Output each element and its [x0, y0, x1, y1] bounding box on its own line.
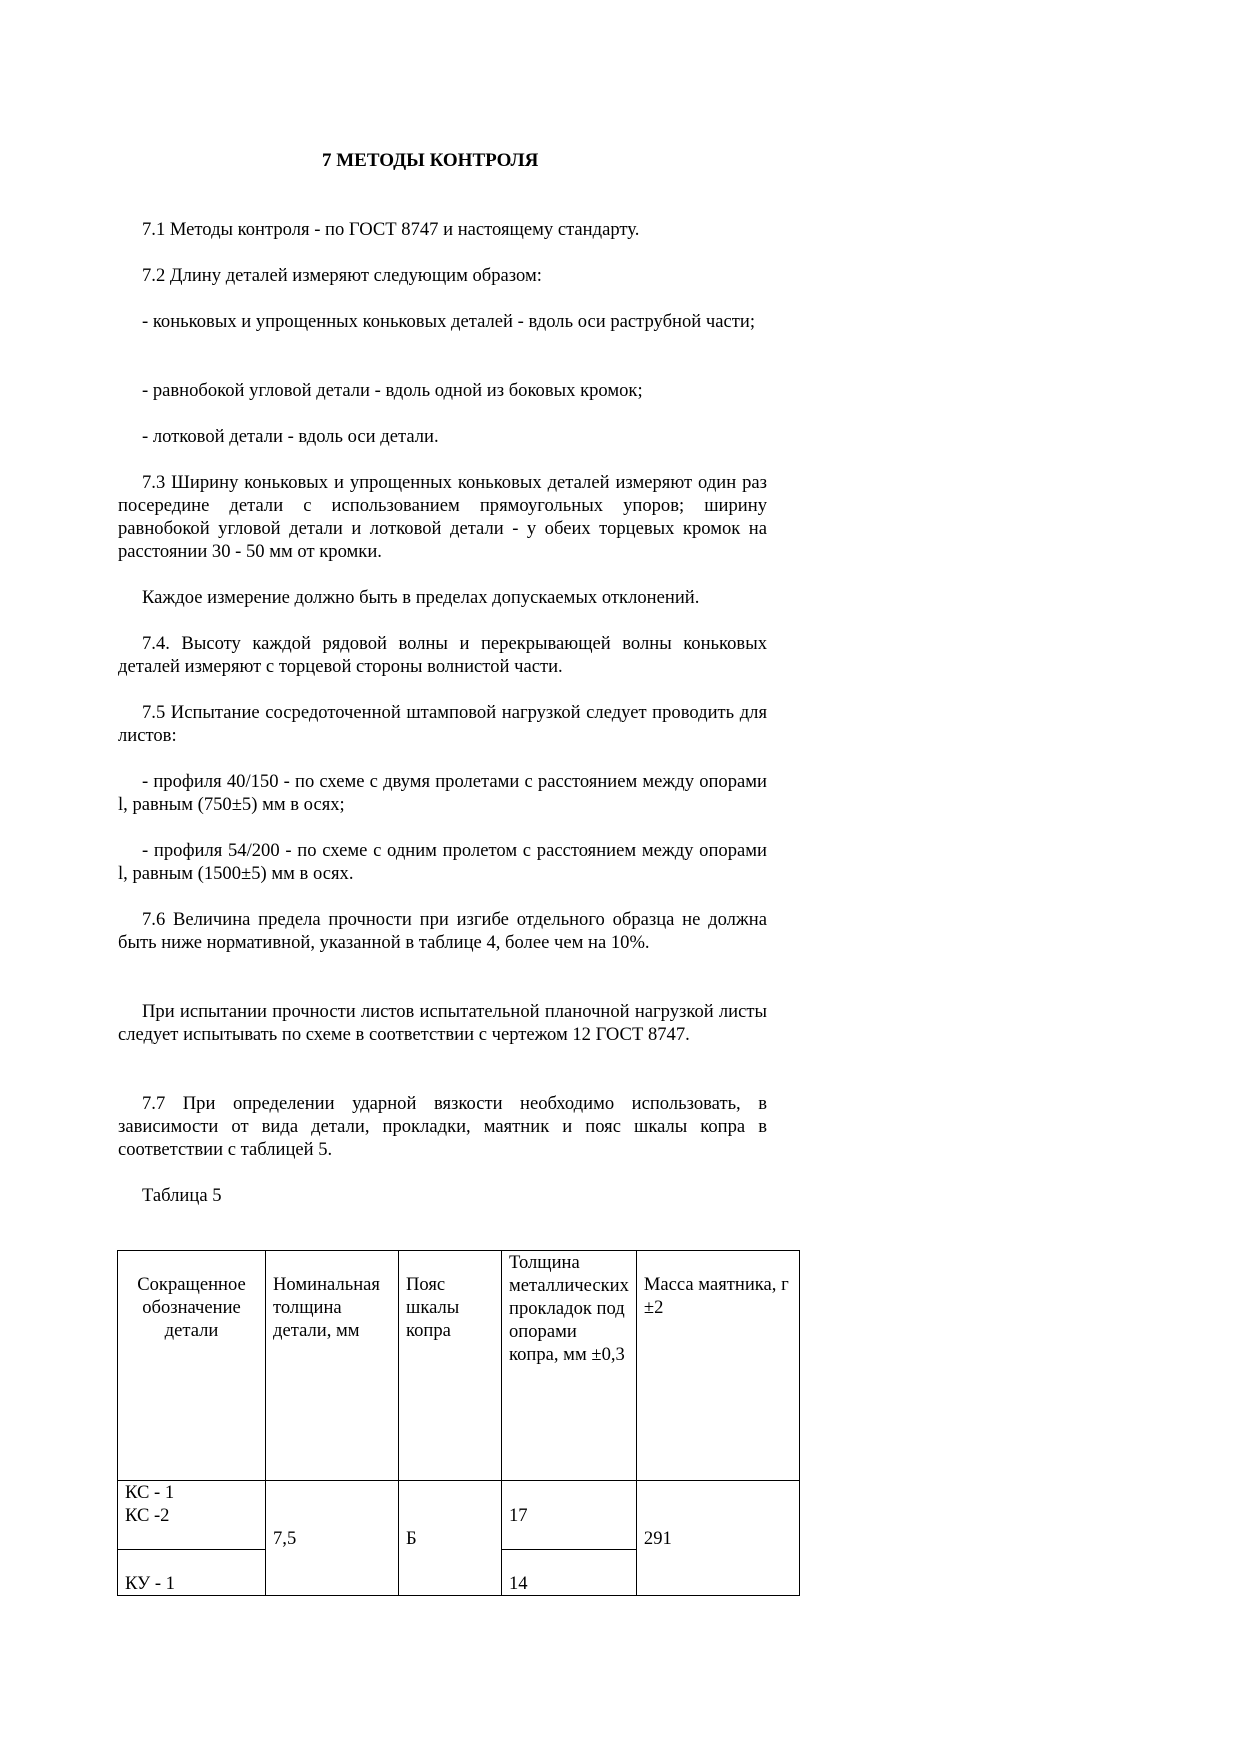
- paragraph-7-3: 7.3 Ширину коньковых и упрощенных коньковых деталей измеряют один раз посередине детали с использованием прямоугольных упоров; ширину равнобокой угловой детали и лотковой детали - у обеих торцевых кромок на расстоянии 30 - 50 мм от кромки.: [118, 472, 767, 562]
- paragraph-7-4: 7.4. Высоту каждой рядовой волны и перекрывающей волны коньковых деталей измеряют с торцевой стороны волнистой части.: [118, 633, 767, 677]
- table-caption: Таблица 5: [142, 1185, 222, 1206]
- cell-designation-ks: КС - 1 КС -2: [118, 1481, 266, 1550]
- section-heading: 7 МЕТОДЫ КОНТРОЛЯ: [322, 150, 539, 171]
- cell-designation-ku: КУ - 1: [118, 1550, 266, 1596]
- header-pendulum-mass: Масса маятника, г ±2: [636, 1251, 799, 1481]
- cell-pad-ku: 14: [502, 1550, 637, 1596]
- cell-thickness: 7,5: [266, 1481, 399, 1596]
- paragraph-profile-40: - профиля 40/150 - по схеме с двумя пролетами с расстоянием между опорами l, равным (750±5) мм в осях;: [118, 771, 767, 815]
- header-scale-belt: Пояс шкалы копра: [399, 1251, 502, 1481]
- cell-scale-belt: Б: [399, 1481, 502, 1596]
- cell-pad-ks: 17: [502, 1481, 637, 1550]
- paragraph-ridge-length: - коньковых и упрощенных коньковых деталей - вдоль оси раструбной части;: [142, 311, 755, 332]
- header-pad-thickness: Толщина металлических прокладок под опорами копра, мм ±0,3: [502, 1251, 637, 1481]
- paragraph-7-6: 7.6 Величина предела прочности при изгибе отдельного образца не должна быть ниже нормативной, указанной в таблице 4, более чем на 10%.: [118, 909, 767, 953]
- paragraph-tray-length: - лотковой детали - вдоль оси детали.: [142, 426, 439, 447]
- table-header-row: [118, 1251, 800, 1481]
- table-row: [118, 1481, 800, 1550]
- paragraph-7-1: 7.1 Методы контроля - по ГОСТ 8747 и настоящему стандарту.: [142, 219, 640, 240]
- cell-mass: 291: [636, 1481, 799, 1596]
- paragraph-7-2: 7.2 Длину деталей измеряют следующим образом:: [142, 265, 542, 286]
- paragraph-7-5: 7.5 Испытание сосредоточенной штамповой нагрузкой следует проводить для листов:: [118, 702, 767, 746]
- paragraph-plank-load: При испытании прочности листов испытательной планочной нагрузкой листы следует испытывать по схеме в соответствии с чертежом 12 ГОСТ 8747.: [118, 1001, 767, 1045]
- paragraph-tolerance: Каждое измерение должно быть в пределах допускаемых отклонений.: [142, 587, 700, 608]
- header-designation: Сокращенное обозначение детали: [118, 1251, 266, 1481]
- paragraph-7-7: 7.7 При определении ударной вязкости необходимо использовать, в зависимости от вида детали, прокладки, маятник и пояс шкалы копра в соответствии с таблицей 5.: [118, 1093, 767, 1160]
- paragraph-angle-length: - равнобокой угловой детали - вдоль одной из боковых кромок;: [142, 380, 643, 401]
- paragraph-profile-54: - профиля 54/200 - по схеме с одним пролетом с расстоянием между опорами l, равным (1500±5) мм в осях.: [118, 840, 767, 884]
- table-5: [117, 1250, 800, 1596]
- header-thickness: Номинальная толщина детали, мм: [266, 1251, 399, 1481]
